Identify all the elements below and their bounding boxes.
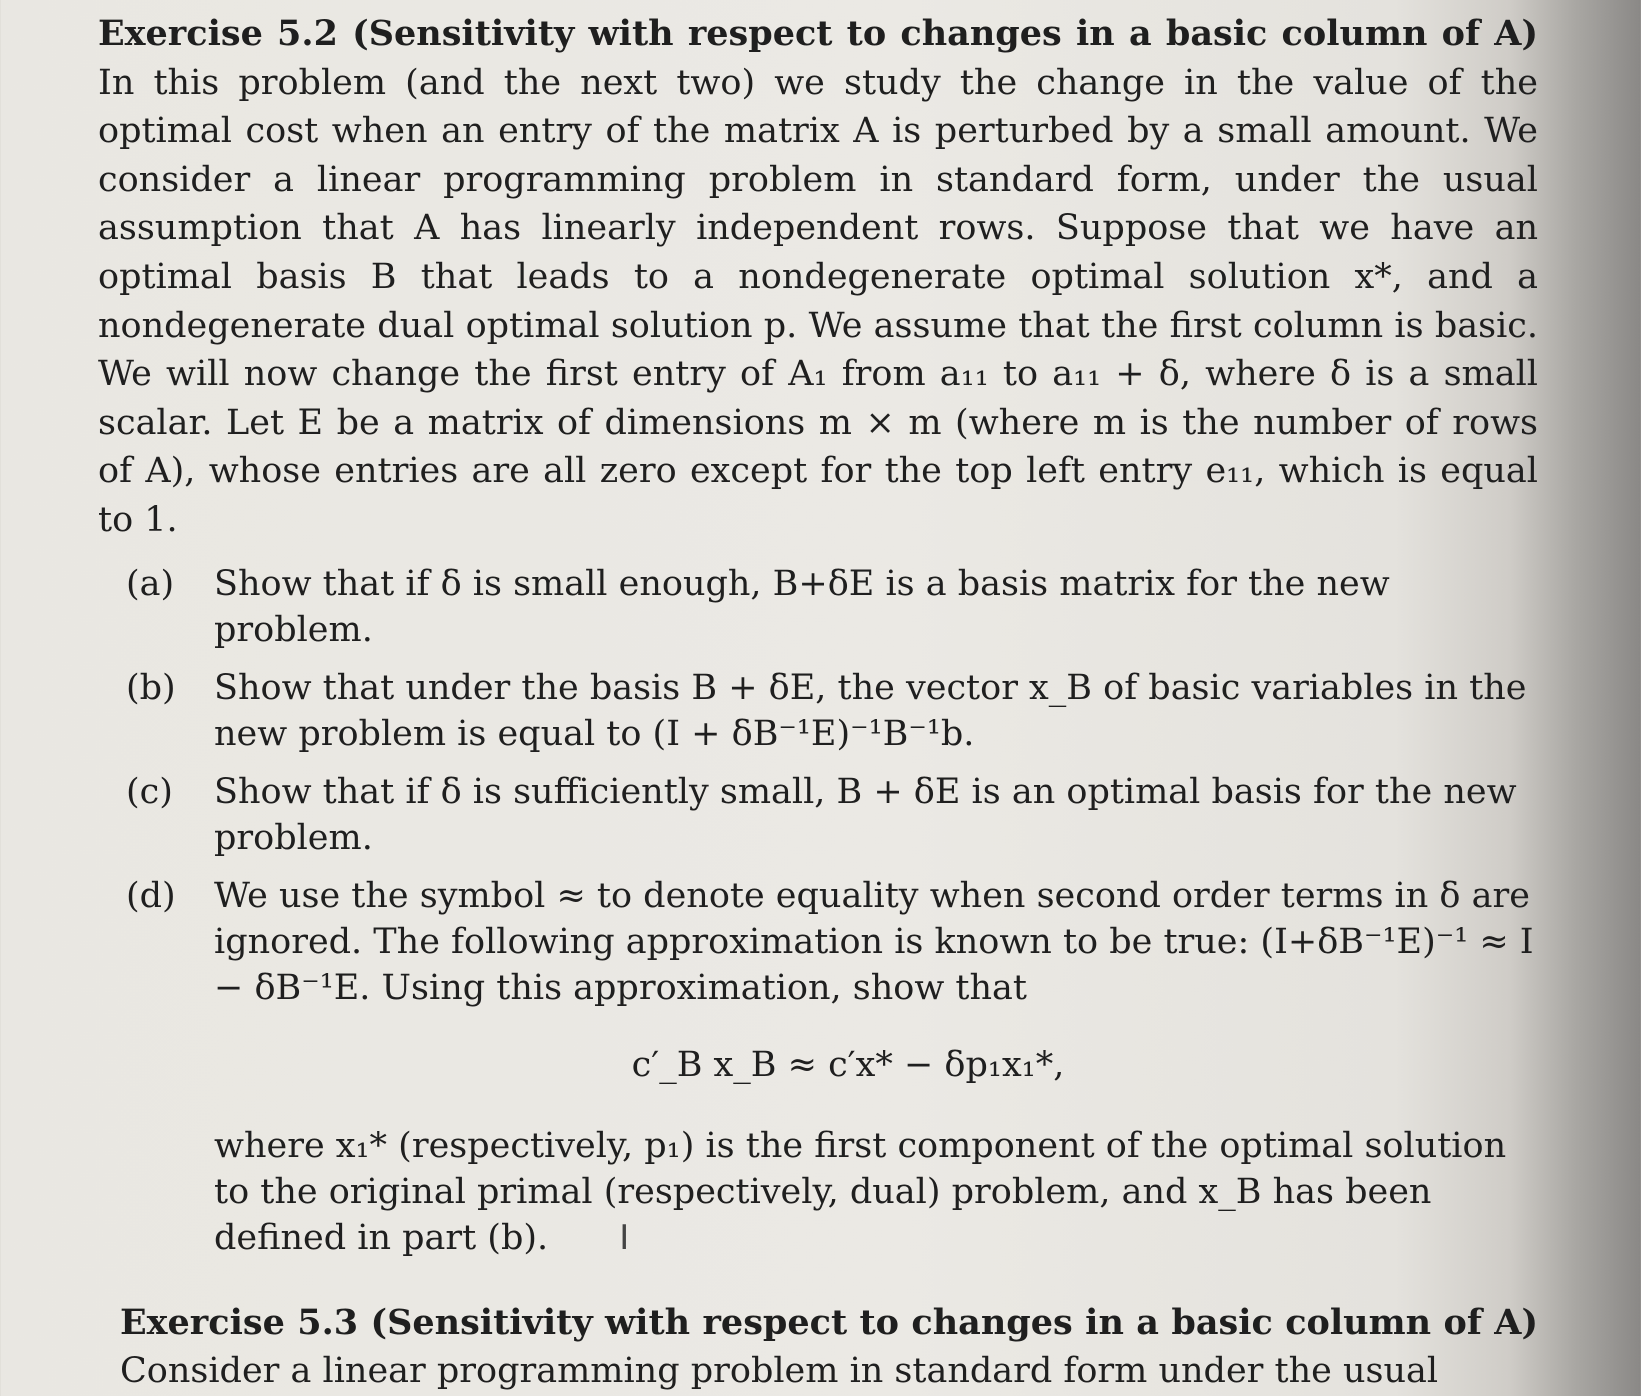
exercise-5-2-parts bbox=[126, 561, 1538, 1011]
part-b-text: Show that under the basis B + δE, the vector x_B of basic variables in the new problem is equal to (I + δB⁻¹E)⁻¹B⁻¹b. bbox=[214, 667, 1527, 754]
part-b bbox=[126, 665, 1538, 757]
part-c-label: (c) bbox=[126, 771, 173, 812]
text-cursor-icon: I bbox=[619, 1217, 630, 1258]
exercise-5-3-heading: Exercise 5.3 (Sensitivity with respect to changes in a basic column of A) bbox=[120, 1301, 1538, 1343]
part-d-label: (d) bbox=[126, 875, 176, 916]
part-c bbox=[126, 769, 1538, 861]
part-a-label: (a) bbox=[126, 563, 175, 604]
exercise-5-3 bbox=[120, 1299, 1538, 1396]
display-equation: c′_B x_B ≈ c′x* − δp₁x₁*, bbox=[631, 1044, 1065, 1085]
part-a bbox=[126, 561, 1538, 653]
part-a-text: Show that if δ is small enough, B+δE is a basis matrix for the new problem. bbox=[214, 563, 1390, 650]
part-d-text: We use the symbol ≈ to denote equality when second order terms in δ are ignored. The following approximation is known to be true: (I+δB⁻¹E)⁻¹ ≈ I − δB⁻¹E. Using this approximation, show that bbox=[214, 875, 1534, 1008]
exercise-5-2-heading: Exercise 5.2 (Sensitivity with respect to changes in a basic column of A) bbox=[98, 13, 1538, 54]
textbook-page bbox=[98, 10, 1538, 1396]
part-d bbox=[126, 873, 1538, 1011]
part-c-text: Show that if δ is sufficiently small, B + δE is an optimal basis for the new problem. bbox=[214, 771, 1517, 858]
exercise-5-3-intro: Consider a linear programming problem in standard form under the usual bbox=[120, 1351, 1439, 1392]
exercise-5-2 bbox=[98, 10, 1538, 545]
equation-explanation bbox=[214, 1123, 1538, 1261]
part-b-label: (b) bbox=[126, 667, 176, 708]
exercise-5-2-intro: In this problem (and the next two) we study the change in the value of the optimal cost when an entry of the matrix A is perturbed by a small amount. We consider a linear programming problem in standard form, under the usual assumption that A has linearly independent rows. Suppose that we have an optimal basis B that leads to a nondegenerate optimal solution x*, and a nondegenerate dual optimal solution p. We assume that the first column is basic. We will now change the first entry of A₁ from a₁₁ to a₁₁ + δ, where δ is a small scalar. Let E be a matrix of dimensions m × m (where m is the number of rows of A), whose entries are all zero except for the top left entry e₁₁, which is equal to 1. bbox=[98, 62, 1538, 540]
equation-explanation-text: where x₁* (respectively, p₁) is the first component of the optimal solution to the original primal (respectively, dual) problem, and x_B has been defined in part (b). bbox=[214, 1125, 1507, 1258]
